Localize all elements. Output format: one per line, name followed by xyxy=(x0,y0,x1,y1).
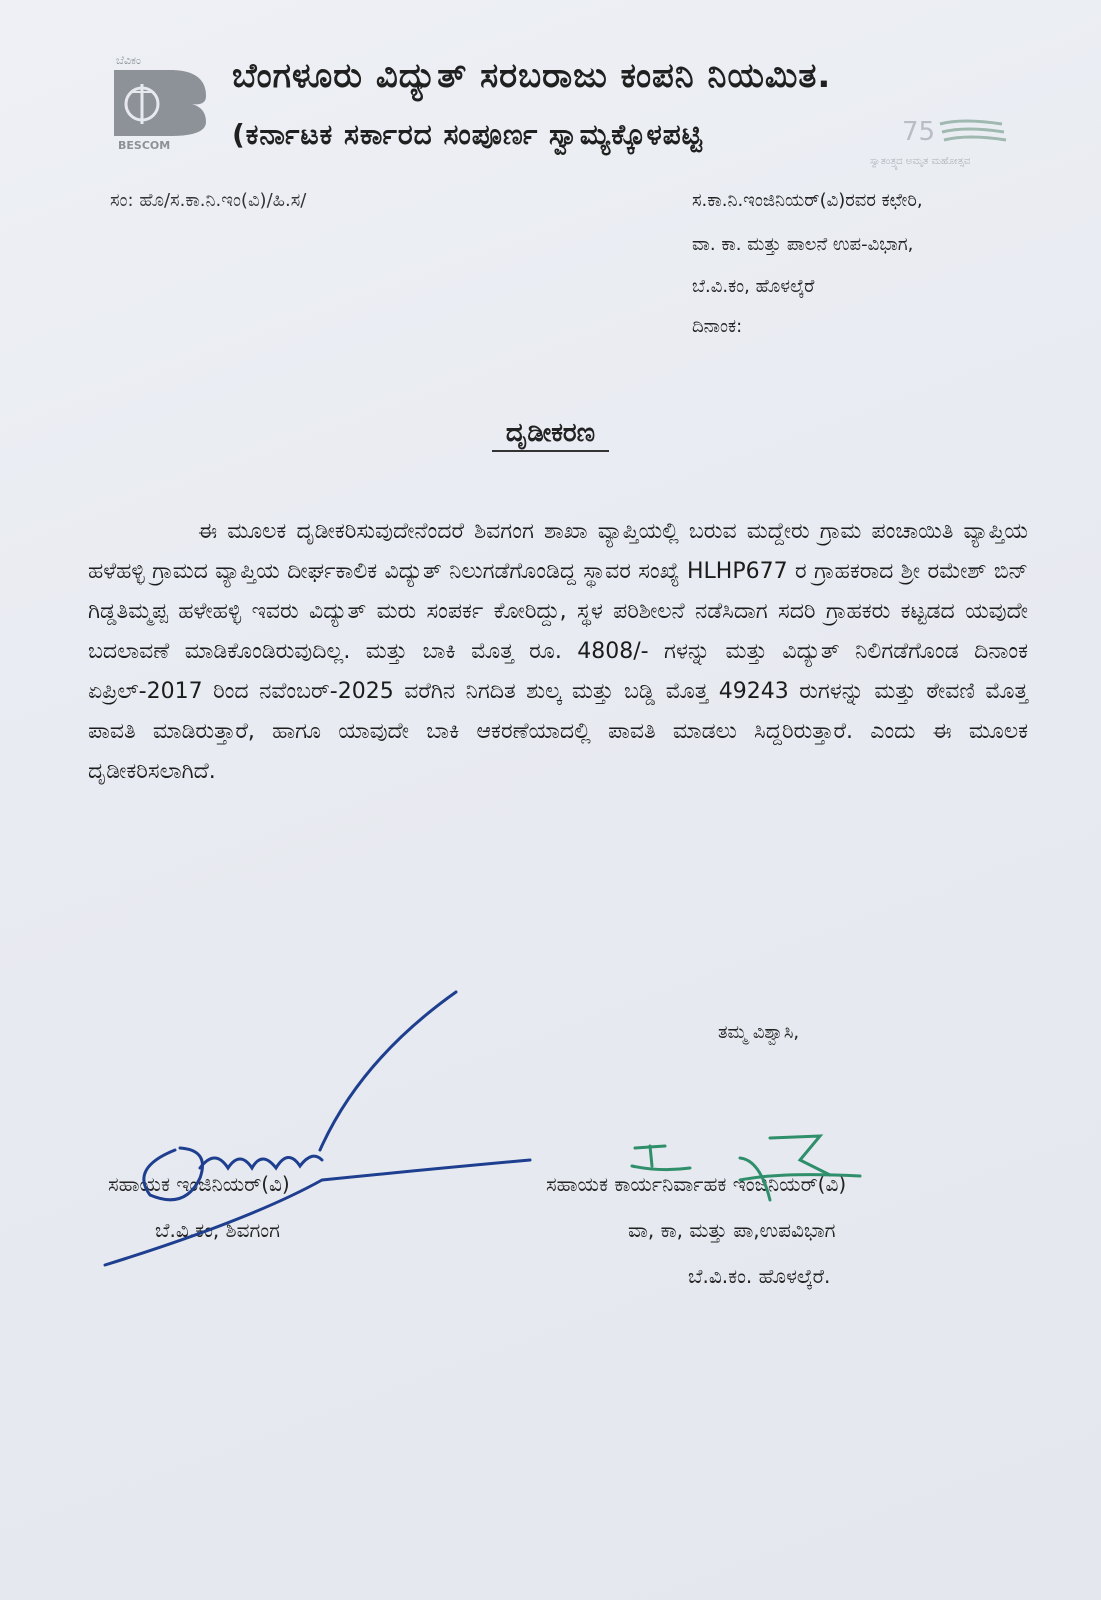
reference-number: ಸಂ: ಹೊ/ಸ.ಕಾ.ನಿ.ಇಂ(ವಿ)/ಹಿ.ಸ/ xyxy=(110,190,307,211)
amrit-mahotsav-logo xyxy=(862,110,1022,182)
closing-salutation: ತಮ್ಮ ವಿಶ್ವಾಸಿ, xyxy=(718,1022,800,1043)
right-signatory-division: ವಾ, ಕಾ, ಮತ್ತು ಪಾ,ಉಪವಿಭಾಗ xyxy=(628,1218,836,1242)
bescom-logo xyxy=(112,52,208,152)
right-signatory-title: ಸಹಾಯಕ ಕಾರ್ಯನಿರ್ವಾಹಕ ಇಂಜಿನಿಯರ್(ವಿ) xyxy=(546,1172,847,1196)
organization-subtitle: (ಕರ್ನಾಟಕ ಸರ್ಕಾರದ ಸಂಪೂರ್ಣ ಸ್ವಾಮ್ಯಕ್ಕೊಳಪಟ್ಟಿ xyxy=(232,118,703,151)
office-address-line: ವಾ. ಕಾ. ಮತ್ತು ಪಾಲನೆ ಉಪ-ವಿಭಾಗ, xyxy=(692,234,914,255)
svg-text:ಬೆವಿಕಂ: ಬೆವಿಕಂ xyxy=(116,54,141,67)
svg-text:75: 75 xyxy=(902,117,936,147)
organization-name: ಬೆಂಗಳೂರು ವಿದ್ಯುತ್ ಸರಬರಾಜು ಕಂಪನಿ ನಿಯಮಿತ. xyxy=(232,56,832,96)
right-signatory-office: ಬೆ.ವಿ.ಕಂ. ಹೊಳಲ್ಕೆರೆ. xyxy=(688,1264,831,1288)
left-signatory-office: ಬೆ.ವಿ.ಕಂ, ಶಿವಗಂಗ xyxy=(155,1218,280,1242)
svg-text:BESCOM: BESCOM xyxy=(118,139,171,152)
office-address-line: ಬೆ.ವಿ.ಕಂ, ಹೊಳಲ್ಕೆರೆ xyxy=(692,276,815,297)
date-label: ದಿನಾಂಕ: xyxy=(692,316,743,337)
left-signatory-title: ಸಹಾಯಕ ಇಂಜಿನಿಯರ್(ವಿ) xyxy=(108,1172,290,1196)
svg-text:ಸ್ವಾತಂತ್ರ್ಯದ ಅಮೃತ ಮಹೋತ್ಸವ: ಸ್ವಾತಂತ್ರ್ಯದ ಅಮೃತ ಮಹೋತ್ಸವ xyxy=(870,156,971,167)
subject-heading: ದೃಡೀಕರಣ xyxy=(0,418,1101,449)
office-address-line: ಸ.ಕಾ.ನಿ.ಇಂಜಿನಿಯರ್(ವಿ)ರವರ ಕಛೇರಿ, xyxy=(692,190,923,211)
certificate-body: ಈ ಮೂಲಕ ದೃಡೀಕರಿಸುವುದೇನೆಂದರೆ ಶಿವಗಂಗ ಶಾಖಾ ವ್ಯಾಪ್ತಿಯಲ್ಲಿ ಬರುವ ಮದ್ದೇರು ಗ್ರಾಮ ಪಂಚಾಯಿತಿ ವ್ಯಾಪ್ತಿಯ ಹಳೆಹಳ್ಳಿ ಗ್ರಾಮದ ವ್ಯಾಪ್ತಿಯ ದೀರ್ಘಕಾಲಿಕ ವಿದ್ಯುತ್ ನಿಲುಗಡೆಗೊಂಡಿದ್ದ ಸ್ಥಾವರ ಸಂಖ್ಯೆ HLHP677 ರ ಗ್ರಾಹಕರಾದ ಶ್ರೀ ರಮೇಶ್ ಬಿನ್ ಗಿಡ್ಡತಿಮ್ಮಪ್ಪ ಹಳೇಹಳ್ಳಿ ಇವರು ವಿದ್ಯುತ್ ಮರು ಸಂಪರ್ಕ ಕೋರಿದ್ದು, ಸ್ಥಳ ಪರಿಶೀಲನೆ ನಡೆಸಿದಾಗ ಸದರಿ ಗ್ರಾಹಕರು ಕಟ್ಟಡದ ಯವುದೇ ಬದಲಾವಣೆ ಮಾಡಿಕೊಂಡಿರುವುದಿಲ್ಲ. ಮತ್ತು ಬಾಕಿ ಮೊತ್ತ ರೂ. 4808/- ಗಳನ್ನು ಮತ್ತು ವಿದ್ಯುತ್ ನಿಲಿಗಡೆಗೊಂಡ ದಿನಾಂಕ ಏಪ್ರಿಲ್-2017 ರಿಂದ ನವೆಂಬರ್-2025 ವರೆಗಿನ ನಿಗದಿತ ಶುಲ್ಕ ಮತ್ತು ಬಡ್ಡಿ ಮೊತ್ತ 49243 ರುಗಳನ್ನು ಮತ್ತು ಠೇವಣಿ ಮೊತ್ತ ಪಾವತಿ ಮಾಡಿರುತ್ತಾರೆ, ಹಾಗೂ ಯಾವುದೇ ಬಾಕಿ ಆಕರಣೆಯಾದಲ್ಲಿ ಪಾವತಿ ಮಾಡಲು ಸಿದ್ದರಿರುತ್ತಾರೆ. ಎಂದು ಈ ಮೂಲಕ ದೃಡೀಕರಿಸಲಾಗಿದೆ. xyxy=(88,519,1028,784)
